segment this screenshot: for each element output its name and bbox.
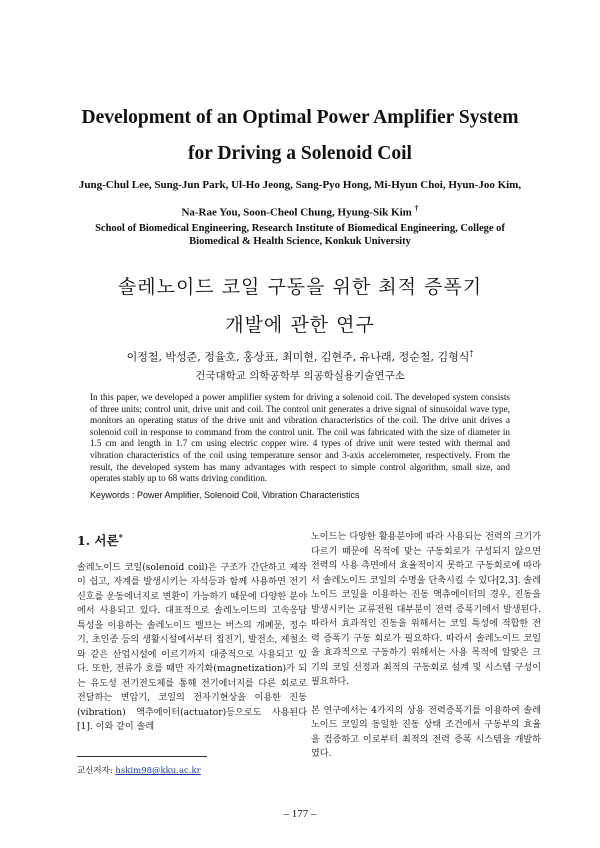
footnote-divider [77,756,207,757]
english-title-line2: for Driving a Solenoid Coil [188,143,412,164]
english-authors-line2-names: Na-Rae You, Soon-Cheol Chung, Hyung-Sik Kim [181,206,412,219]
english-affiliation-line2: Biomedical & Health Science, Konkuk University [189,236,411,247]
abstract: In this paper, we developed a power amplifier system for driving a solenoid coil. The developed system consists of three units; control unit, drive unit and coil. The control unit generates a drive signal of sinusoidal wave type, monitors an operating status of the drive unit and vibration characteristics of the coil. The drive unit drives a solenoid coil in response to command from the control unit. The coil was fabricated with the size of diameter in 1.5 cm and length in 1.7 cm using electric copper wire. 4 types of drive unit were tested with thermal and vibration characteristics of the coil using temperature sensor and 3-axis accelerometer, respectively. From the result, the developed system has many advantages with respect to simple control algorithm, small size, and operates stably up to 68 watts driving condition. [90,392,510,484]
english-authors-line2 [40,197,560,225]
korean-authors [40,346,560,366]
english-affiliation [60,222,540,248]
english-affiliation-line1: School of Biomedical Engineering, Research Institute of Biomedical Engineering, College of [95,223,505,234]
english-authors-line1: Jung-Chul Lee, Sung-Jun Park, Ul-Ho Jeong, Sang-Pyo Hong, Mi-Hyun Choi, Hyun-Joo Kim, [78,179,522,191]
page-number: – 177 – [283,808,317,820]
footnote-label: 교신저자: [77,766,113,776]
left-column-paragraph: 솔레노이드 코일(solenoid coil)은 구조가 간단하고 제작이 쉽고, 자계를 발생시키는 자석등과 함께 사용하면 전기신호를 운동에너지로 변환이 가능하기 때문에 다양한 분야에서 사용되고 있다. 대표적으로 솔레노이드의 고속응답 특성을 이용하는 솔레노이드 밸브는 버스의 개폐문, 정수기, 초인종 등의 생활시설에서부터 집진기, 발전소, 제철소와 같은 산업시설에 이르기까지 대중적으로 사용되고 있다. 또한, 전류가 흐를 때만 자기화(magnetization)가 되는 유도성 전기전도체를 통해 전기에너지를 다른 회로로 전달하는 변압기, 코일의 전자기현상을 이용한 진동(vibration) 액추에이터(actuator)등으로도 사용된다[1]. 이와 같이 솔레 [77,562,307,733]
keywords: Keywords : Power Amplifier, Solenoid Coil, Vibration Characteristics [90,490,360,500]
right-column-paragraph-2: 본 연구에서는 4가지의 상용 전력증폭기를 이용하여 솔레노이드 코일의 동일한 진동 상태 조건에서 구동부의 효율을 검증하고 이로부터 최적의 전력 증폭 시스템을 개발하였다. [311,705,541,759]
english-authors [40,174,560,225]
right-column [311,530,541,762]
english-title-line1: Development of an Optimal Power Amplifier System [81,107,519,128]
korean-title-line1: 솔레노이드 코일 구동을 위한 최적 증폭기 [117,276,483,298]
section-heading-mark: * [118,532,123,542]
footnote [77,764,201,776]
korean-authors-names: 이정철, 박성준, 정율호, 홍상표, 최미현, 김현주, 유나래, 정순철, 김형식 [126,350,470,364]
korean-corresponding-mark: † [469,349,474,358]
section-heading-introduction [77,530,307,549]
section-heading-text: 1. 서론 [77,533,119,549]
right-column-paragraph-1: 노이드는 다양한 활용분야에 따라 사용되는 전력의 크기가 다르기 때문에 목적에 맞는 구동회로가 구성되지 않으면 전력의 사용 측면에서 효율적이지 못하고 구동회로에 따라서 솔레노이드 코일의 수명을 단축시킬 수 있다[2,3]. 솔레노이드 코일을 이용하는 진동 액츄에이터의 경우, 진동을 발생시키는 교류전원 대부분이 전력 증폭기에서 발생된다. 따라서 효과적인 진동을 위해서는 코일 특성에 적합한 전력 증폭기 구동 회로가 필요하다. 따라서 솔레노이드 코일을 효과적으로 구동하기 위해서는 사용 목적에 알맞은 크기의 코일 선정과 최적의 구동회로 설계 및 시스템 구성이 필요하다. [311,532,541,687]
korean-affiliation: 건국대학교 의학공학부 의공학실용기술연구소 [195,370,405,382]
english-title [40,100,560,172]
korean-title [40,268,560,344]
corresponding-author-mark: † [414,204,419,213]
korean-title-line2: 개발에 관한 연구 [225,314,375,336]
left-column [77,530,307,735]
footnote-email-link[interactable]: hskim98@kku.ac.kr [115,766,201,776]
